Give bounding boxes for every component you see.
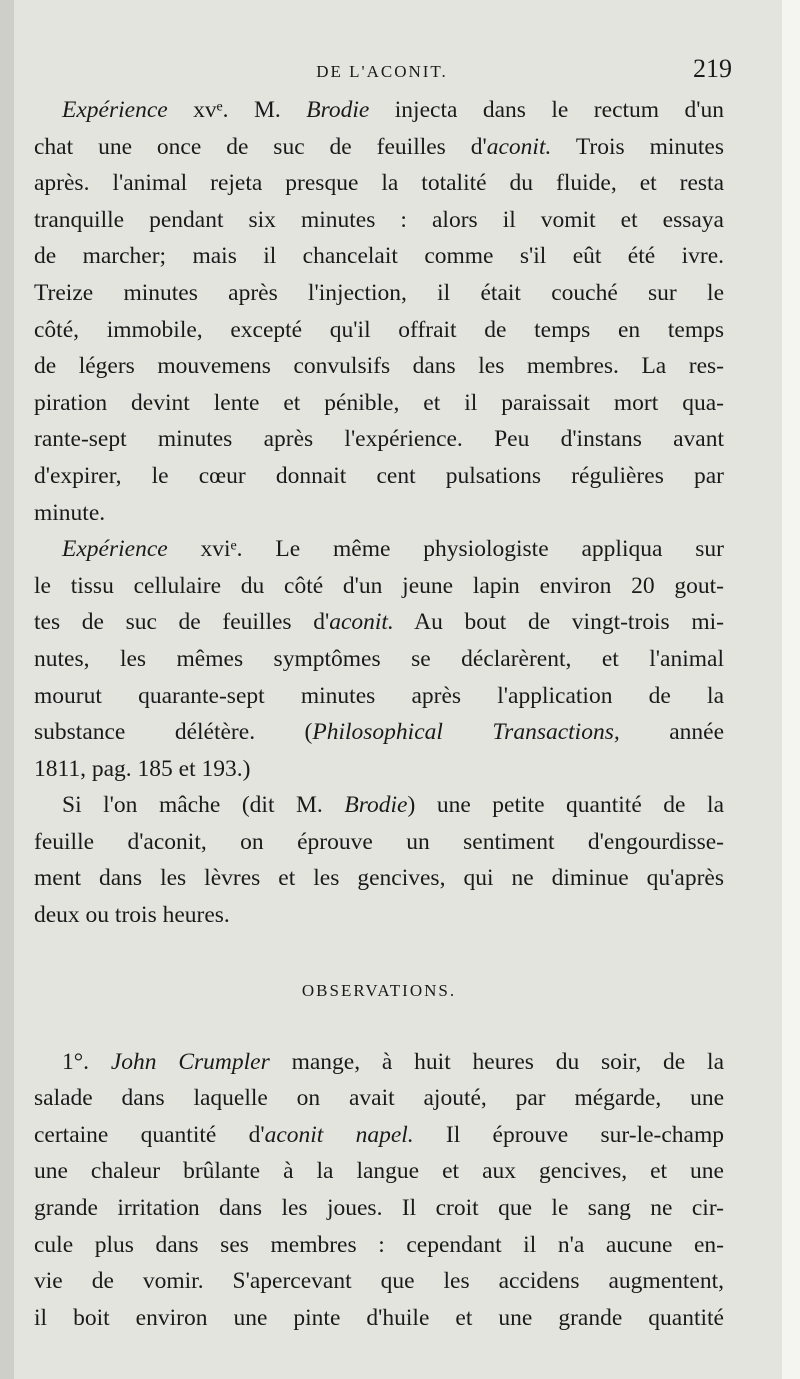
- text-line: ment dans les lèvres et les gencives, qui ne diminue qu'après: [34, 865, 724, 892]
- text-line: le tissu cellulaire du côté d'un jeune lapin environ 20 gout-: [34, 572, 724, 599]
- text-line: minute.: [34, 499, 106, 526]
- text-line: cule plus dans ses membres : cependant il n'a aucune en-: [34, 1231, 724, 1258]
- text-line: après. l'animal rejeta presque la totalité du fluide, et resta: [34, 170, 724, 197]
- paragraph-brodie-note: [34, 787, 724, 933]
- text-line: il boit environ une pinte d'huile et une grande quantité: [34, 1304, 724, 1331]
- running-title: DE L'ACONIT.: [316, 62, 448, 81]
- text-line: Treize minutes après l'injection, il était couché sur le: [34, 279, 724, 306]
- text-line: certaine quantité d'aconit napel. Il éprouve sur-le-champ: [34, 1121, 725, 1148]
- text-line: d'expirer, le cœur donnait cent pulsations régulières par: [34, 462, 724, 489]
- page-gutter-shadow: [0, 0, 14, 1379]
- page-header: [32, 54, 732, 90]
- text-line: tranquille pendant six minutes : alors il vomit et essaya: [34, 206, 724, 233]
- text-line: mourut quarante-sept minutes après l'application de la: [34, 682, 724, 709]
- text-line: chat une once de suc de feuilles d'aconit. Trois minutes: [34, 133, 724, 160]
- text-line: une chaleur brûlante à la langue et aux gencives, et une: [34, 1158, 724, 1185]
- paragraph-observation-1: [34, 1044, 724, 1337]
- text-line: rante-sept minutes après l'expérience. Peu d'instans avant: [34, 426, 724, 453]
- section-heading: OBSERVATIONS.: [301, 980, 457, 1000]
- text-line: Expérience xviᵉ. Le même physiologiste appliqua sur: [62, 536, 724, 563]
- text-line: 1811, pag. 185 et 193.): [34, 755, 251, 782]
- text-line: substance délétère. (Philosophical Transactions, année: [34, 719, 725, 746]
- text-line: Expérience xvᵉ. M. Brodie injecta dans le rectum d'un: [62, 97, 724, 123]
- text-line: tes de suc de feuilles d'aconit. Au bout de vingt-trois mi-: [34, 609, 724, 636]
- text-line: de marcher; mais il chancelait comme s'il eût été ivre.: [34, 243, 724, 270]
- text-line: vie de vomir. S'apercevant que les accidens augmentent,: [34, 1268, 724, 1295]
- text-line: de légers mouvemens convulsifs dans les membres. La res-: [34, 353, 724, 380]
- text-line: nutes, les mêmes symptômes se déclarèrent, et l'animal: [34, 645, 724, 672]
- paragraph-experience-15: [34, 92, 724, 531]
- text-line: piration devint lente et pénible, et il paraissait mort qua-: [34, 389, 724, 416]
- body-text: [34, 92, 724, 1336]
- text-line: deux ou trois heures.: [34, 902, 230, 929]
- text-line: côté, immobile, excepté qu'il offrait de temps en temps: [34, 316, 724, 343]
- paragraph-experience-16: [34, 531, 724, 787]
- page-edge: [782, 0, 800, 1379]
- text-line: Si l'on mâche (dit M. Brodie) une petite quantité de la: [62, 792, 725, 819]
- text-line: salade dans laquelle on avait ajouté, par mégarde, une: [34, 1085, 724, 1112]
- text-line: grande irritation dans les joues. Il croit que le sang ne cir-: [34, 1195, 724, 1222]
- page-number: 219: [693, 54, 732, 83]
- text-line: feuille d'aconit, on éprouve un sentiment d'engourdisse-: [34, 828, 724, 855]
- text-line: 1°. John Crumpler mange, à huit heures du soir, de la: [62, 1048, 724, 1075]
